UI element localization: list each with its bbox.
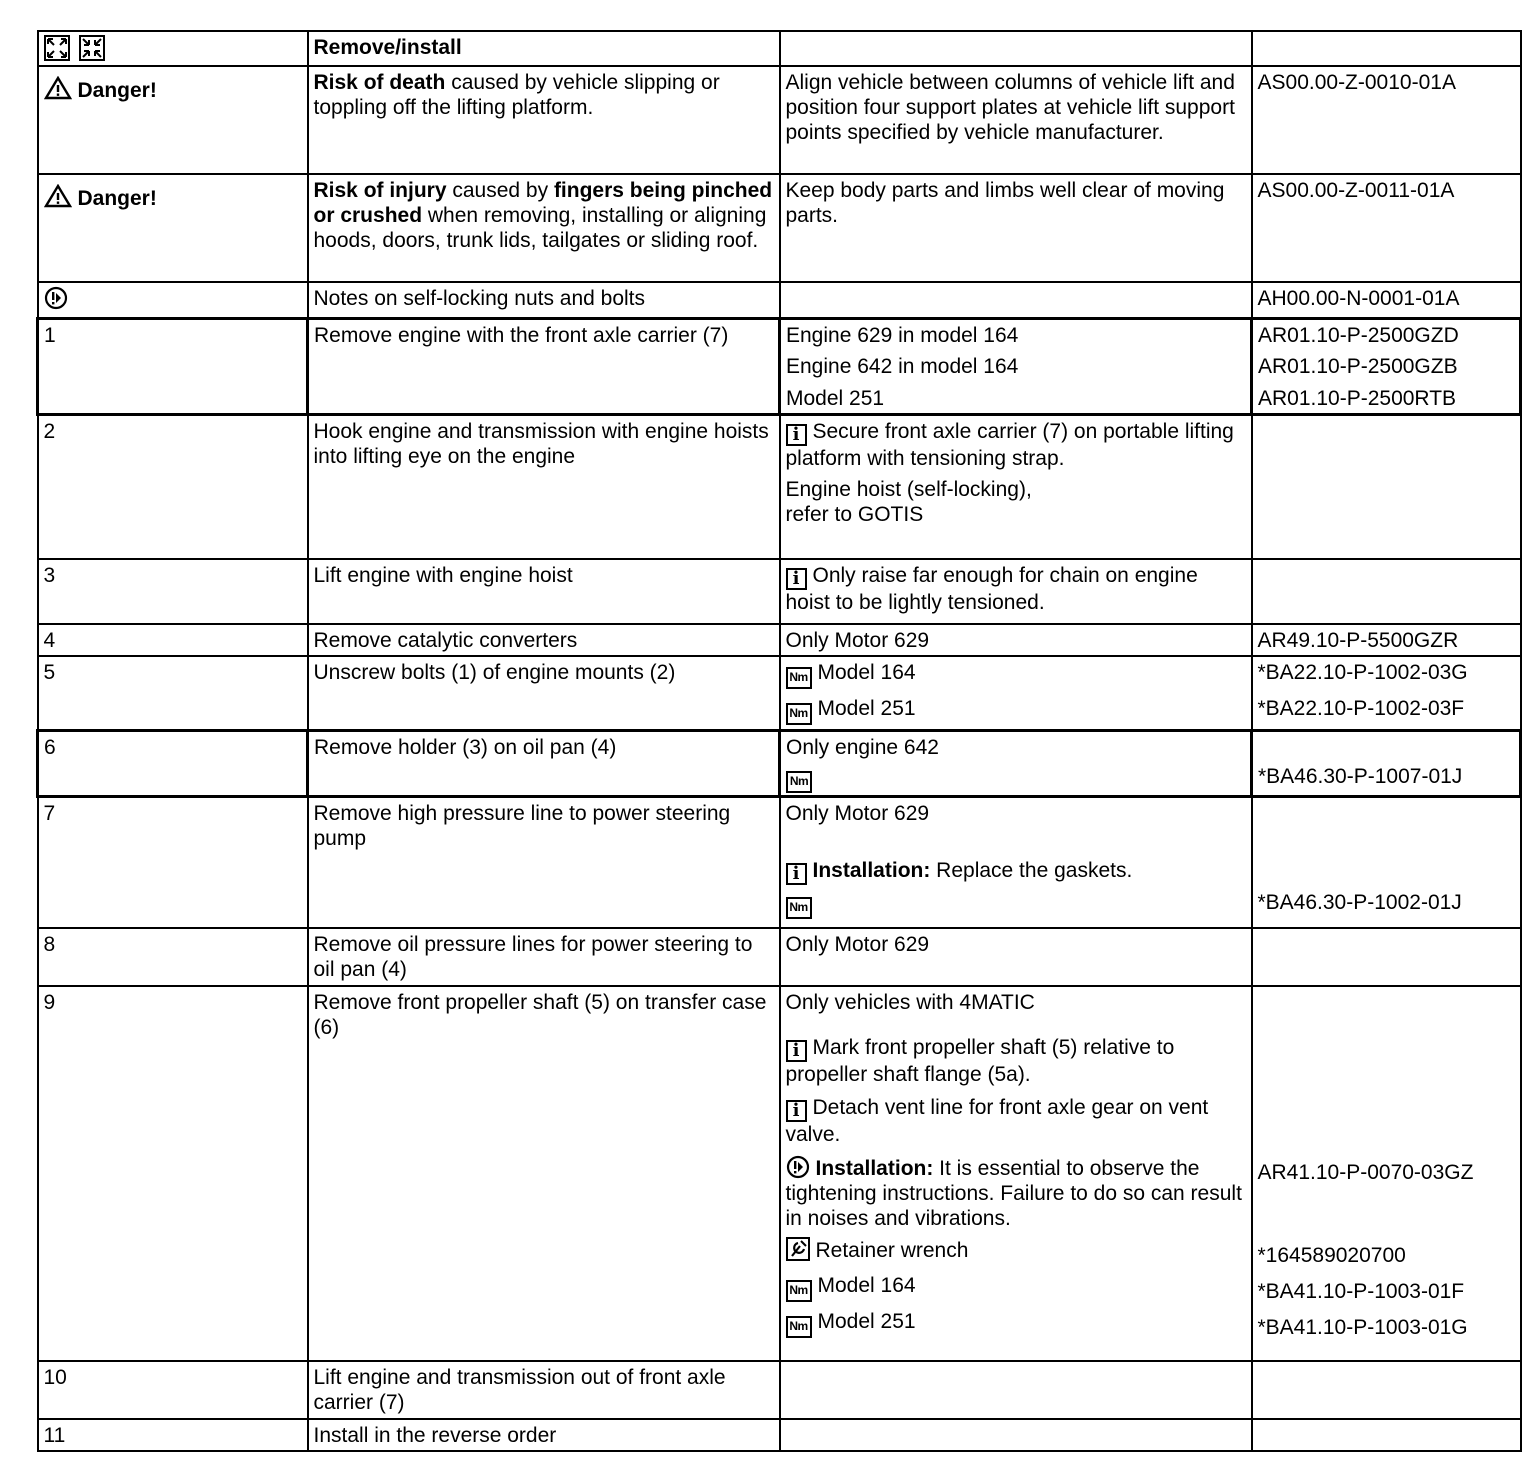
torque-icon: Nm — [786, 897, 812, 919]
reference-link[interactable]: AR01.10-P-2500RTB — [1258, 386, 1457, 410]
torque-icon: Nm — [786, 703, 812, 725]
info-icon: i — [786, 424, 807, 446]
info-icon: i — [786, 1040, 807, 1062]
risk-description: Risk of injury caused by fingers being pinched or crushed when removing, installing or aligning hoods, doors, trunk lids, tailgates or sliding roof. — [308, 174, 780, 282]
procedure-table — [36, 30, 1522, 1452]
warning-icon — [44, 184, 72, 208]
step-number: 1 — [38, 318, 308, 414]
reference-link[interactable]: AR49.10-P-5500GZR — [1252, 624, 1521, 656]
reference-link[interactable]: AH00.00-N-0001-01A — [1252, 282, 1521, 318]
step-number: 3 — [38, 559, 308, 624]
note-icon — [44, 286, 68, 310]
step-action: Remove oil pressure lines for power steering to oil pan (4) — [308, 928, 780, 986]
step-action: Lift engine with engine hoist — [308, 559, 780, 624]
step-number: 8 — [38, 928, 308, 986]
collapse-icon[interactable] — [79, 35, 105, 61]
risk-instruction: Align vehicle between columns of vehicle lift and position four support plates at vehicle lift support points specified by vehicle manufacturer. — [780, 66, 1252, 174]
step-number: 11 — [38, 1419, 308, 1451]
step-row: 1 Remove engine with the front axle carrier (7) Engine 629 in model 164 Engine 642 in model 164 Model 251 AR01.10-P-2500GZD AR01.10-P-2500GZB AR01.10-P-2500RTB — [38, 318, 1521, 414]
reference-link[interactable]: *BA46.30-P-1007-01J — [1258, 764, 1463, 788]
note-row — [38, 282, 1521, 318]
reference-link[interactable]: AS00.00-Z-0011-01A — [1252, 174, 1521, 282]
reference-link[interactable]: *BA22.10-P-1002-03F — [1257, 697, 1465, 720]
step-row: 5 Unscrew bolts (1) of engine mounts (2) Nm Model 164 Nm Model 251 *BA22.10-P-1002-03G *BA22.10-P-1002-03F — [38, 656, 1521, 730]
step-number: 6 — [38, 730, 308, 796]
info-icon: i — [786, 568, 807, 590]
step-number: 7 — [38, 796, 308, 928]
step-row: 7 Remove high pressure line to power steering pump Only Motor 629 i Installation: Replace the gaskets. Nm *BA46.30-P-1002-01J — [38, 796, 1521, 928]
note-text: Notes on self-locking nuts and bolts — [308, 282, 780, 318]
reference-link[interactable]: *BA41.10-P-1003-01F — [1257, 1280, 1465, 1303]
risk-description: Risk of death caused by vehicle slipping or toppling off the lifting platform. — [308, 66, 780, 174]
risk-instruction: Keep body parts and limbs well clear of moving parts. — [780, 174, 1252, 282]
step-action: Remove front propeller shaft (5) on transfer case (6) — [308, 986, 780, 1361]
header-row — [38, 31, 1521, 66]
step-number: 2 — [38, 414, 308, 559]
step-row — [38, 1361, 1521, 1419]
step-number: 9 — [38, 986, 308, 1361]
info-icon: i — [786, 863, 807, 885]
step-row: 2 Hook engine and transmission with engine hoists into lifting eye on the engine i Secure front axle carrier (7) on portable lifting platform with tensioning strap. Engine hoist (self-locking), refer to GOTIS — [38, 414, 1521, 559]
note-icon — [786, 1155, 810, 1179]
warning-icon — [44, 76, 72, 100]
header-icons-cell — [38, 31, 308, 66]
danger-label: Danger! — [77, 79, 157, 102]
reference-link[interactable]: AR01.10-P-2500GZB — [1258, 354, 1458, 378]
info-icon: i — [786, 1100, 807, 1122]
page-title: Remove/install — [308, 31, 780, 66]
torque-icon: Nm — [786, 1316, 812, 1338]
wrench-icon — [786, 1237, 810, 1261]
step-action: Remove catalytic converters — [308, 624, 780, 656]
step-action: Remove high pressure line to power steering pump — [308, 796, 780, 928]
reference-link[interactable]: *BA22.10-P-1002-03G — [1257, 661, 1468, 684]
reference-link[interactable]: AR01.10-P-2500GZD — [1258, 323, 1459, 347]
step-row: 9 Remove front propeller shaft (5) on transfer case (6) Only vehicles with 4MATIC i Mark front propeller shaft (5) relative to propeller shaft flange (5a). i Detach vent line for front axle gear on vent valve. Installation: It is essential to observe the tightening instructions. Failure to do so can result in noises and vibrations. Retainer wrench Nm Model 164 Nm Model 251 AR41.10-P-0070-03GZ *164589020700 *BA41.10-P-1003-01F *BA41.10-P-1003-01G — [38, 986, 1521, 1361]
danger-row — [38, 66, 1521, 174]
step-number: 4 — [38, 624, 308, 656]
step-action: Unscrew bolts (1) of engine mounts (2) — [308, 656, 780, 730]
torque-icon: Nm — [786, 667, 812, 689]
step-row: 3 Lift engine with engine hoist i Only raise far enough for chain on engine hoist to be lightly tensioned. — [38, 559, 1521, 624]
danger-label: Danger! — [77, 187, 157, 210]
reference-link[interactable]: *164589020700 — [1257, 1244, 1406, 1267]
step-row: 8 Remove oil pressure lines for power steering to oil pan (4) Only Motor 629 — [38, 928, 1521, 986]
step-row: 4 Remove catalytic converters Only Motor 629 AR49.10-P-5500GZR — [38, 624, 1521, 656]
torque-icon: Nm — [786, 771, 812, 793]
step-number: 10 — [38, 1361, 308, 1419]
danger-row — [38, 174, 1521, 282]
torque-icon: Nm — [786, 1280, 812, 1302]
step-action: Remove holder (3) on oil pan (4) — [308, 730, 780, 796]
step-row — [38, 1419, 1521, 1451]
step-row: 6 Remove holder (3) on oil pan (4) Only engine 642 Nm *BA46.30-P-1007-01J — [38, 730, 1521, 796]
reference-link[interactable]: *BA41.10-P-1003-01G — [1257, 1316, 1468, 1339]
step-action: Remove engine with the front axle carrier (7) — [308, 318, 780, 414]
reference-link[interactable]: *BA46.30-P-1002-01J — [1257, 890, 1462, 914]
step-action: Lift engine and transmission out of front axle carrier (7) — [308, 1361, 780, 1419]
expand-icon[interactable] — [44, 35, 70, 61]
step-action: Install in the reverse order — [308, 1419, 780, 1451]
step-action: Hook engine and transmission with engine hoists into lifting eye on the engine — [308, 414, 780, 559]
step-number: 5 — [38, 656, 308, 730]
reference-link[interactable]: AS00.00-Z-0010-01A — [1252, 66, 1521, 174]
reference-link[interactable]: AR41.10-P-0070-03GZ — [1257, 1161, 1474, 1184]
